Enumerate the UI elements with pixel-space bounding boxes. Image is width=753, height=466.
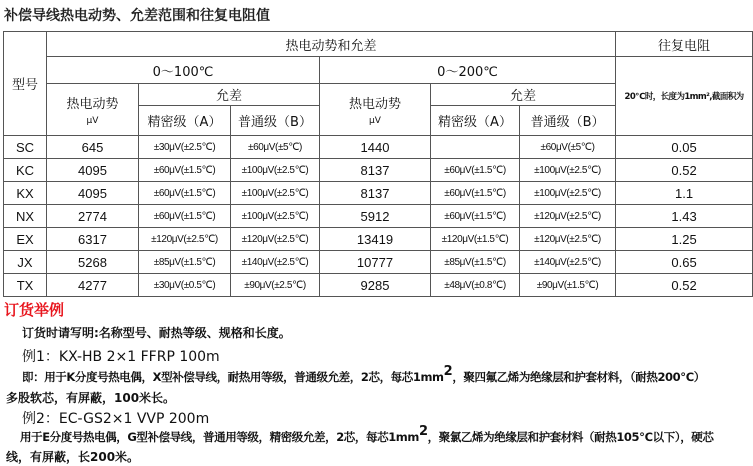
cell-tol-b-100: ±100μV(±2.5℃) (231, 159, 320, 182)
cell-emf-200: 10777 (320, 251, 431, 274)
table-row (4, 205, 753, 228)
class-a-header-100: 精密级（A） (139, 106, 231, 136)
cell-emf-200: 1440 (320, 136, 431, 159)
compensation-wire-table (3, 31, 753, 297)
emf-header-200 (320, 84, 431, 136)
model-header: 型号 (4, 32, 47, 136)
example-1-desc-line2: 多股软芯，有屏蔽，100米长。 (6, 391, 176, 405)
cell-tol-a-100: ±85μV(±1.5℃) (139, 251, 231, 274)
cell-tol-b-200: ±100μV(±2.5℃) (520, 159, 616, 182)
cell-emf-100: 4095 (47, 159, 139, 182)
cell-model: NX (4, 205, 47, 228)
superscript: 2 (443, 364, 453, 379)
cell-emf-100: 2774 (47, 205, 139, 228)
order-example-heading: 订货举例 (4, 301, 65, 319)
cell-tol-b-200: ±120μV(±2.5℃) (520, 228, 616, 251)
cell-tol-a-200: ±60μV(±1.5℃) (431, 159, 520, 182)
cell-tol-a-200: ±60μV(±1.5℃) (431, 205, 520, 228)
cell-resistance: 1.1 (616, 182, 753, 205)
table-row (4, 228, 753, 251)
cell-resistance: 1.43 (616, 205, 753, 228)
cell-tol-b-100: ±90μV(±2.5℃) (231, 274, 320, 297)
cell-tol-a-100: ±60μV(±1.5℃) (139, 159, 231, 182)
cell-model: JX (4, 251, 47, 274)
cell-tol-b-100: ±60μV(±5℃) (231, 136, 320, 159)
tolerance-header-200: 允差 (431, 84, 616, 106)
resistance-header: 往复电阻 (616, 32, 753, 57)
cell-emf-200: 8137 (320, 182, 431, 205)
unit-label: μV (369, 115, 381, 126)
cell-tol-a-100: ±30μV(±0.5℃) (139, 274, 231, 297)
emf-label: 热电动势 (66, 96, 119, 112)
resistance-note: 20℃时，长度为1mm²,截面积为 (616, 57, 753, 136)
text: 用于E分度号热电偶，G型补偿导线，普通用等级，精密级允差，2芯，每芯1mm (20, 430, 419, 444)
cell-tol-a-200: ±60μV(±1.5℃) (431, 182, 520, 205)
cell-tol-a-200: ±120μV(±1.5℃) (431, 228, 520, 251)
table-body (4, 136, 753, 297)
cell-tol-b-100: ±100μV(±2.5℃) (231, 182, 320, 205)
class-b-header-100: 普通级（B） (231, 106, 320, 136)
cell-tol-a-200: ±85μV(±1.5℃) (431, 251, 520, 274)
cell-tol-b-100: ±140μV(±2.5℃) (231, 251, 320, 274)
cell-model: EX (4, 228, 47, 251)
cell-emf-200: 8137 (320, 159, 431, 182)
emf-tolerance-header: 热电动势和允差 (47, 32, 616, 57)
cell-tol-a-100: ±60μV(±1.5℃) (139, 182, 231, 205)
cell-emf-100: 6317 (47, 228, 139, 251)
cell-tol-b-200: ±60μV(±5℃) (520, 136, 616, 159)
cell-model: KX (4, 182, 47, 205)
cell-tol-a-100: ±30μV(±2.5℃) (139, 136, 231, 159)
cell-tol-a-100: ±60μV(±1.5℃) (139, 205, 231, 228)
range-100-header: 0～100℃ (47, 57, 320, 84)
cell-emf-100: 5268 (47, 251, 139, 274)
class-b-header-200: 普通级（B） (520, 106, 616, 136)
cell-emf-200: 13419 (320, 228, 431, 251)
cell-tol-b-200: ±120μV(±2.5℃) (520, 205, 616, 228)
example-1-desc-line1 (22, 364, 705, 385)
cell-emf-100: 645 (47, 136, 139, 159)
cell-tol-b-200: ±100μV(±2.5℃) (520, 182, 616, 205)
text: ，聚氯乙烯为绝缘层和护套材料（耐热105℃以下），硬芯 (427, 430, 714, 444)
emf-header-100 (47, 84, 139, 136)
cell-model: SC (4, 136, 47, 159)
cell-tol-a-200 (431, 136, 520, 159)
tolerance-header-100: 允差 (139, 84, 320, 106)
example-2-desc-line2: 线，有屏蔽，长200米。 (6, 450, 140, 464)
cell-tol-b-200: ±90μV(±1.5℃) (520, 274, 616, 297)
unit-label: μV (86, 115, 99, 126)
cell-emf-200: 5912 (320, 205, 431, 228)
cell-resistance: 1.25 (616, 228, 753, 251)
order-instruction: 订货时请写明:名称型号、耐热等级、规格和长度。 (22, 326, 291, 340)
table-row (4, 159, 753, 182)
text: 即：用于K分度号热电偶，X型补偿导线，耐热用等级，普通级允差，2芯，每芯1mm (22, 370, 444, 384)
emf-label: 热电动势 (348, 96, 401, 112)
cell-tol-a-100: ±120μV(±2.5℃) (139, 228, 231, 251)
example-2-desc-line1 (20, 424, 714, 445)
table-row (4, 274, 753, 297)
cell-tol-b-100: ±100μV(±2.5℃) (231, 205, 320, 228)
cell-tol-b-200: ±140μV(±2.5℃) (520, 251, 616, 274)
table-row (4, 136, 753, 159)
range-200-header: 0～200℃ (320, 57, 616, 84)
cell-tol-a-200: ±48μV(±0.8℃) (431, 274, 520, 297)
cell-resistance: 0.05 (616, 136, 753, 159)
table-row (4, 182, 753, 205)
cell-resistance: 0.52 (616, 159, 753, 182)
cell-model: TX (4, 274, 47, 297)
cell-resistance: 0.65 (616, 251, 753, 274)
superscript: 2 (418, 424, 428, 439)
class-a-header-200: 精密级（A） (431, 106, 520, 136)
cell-emf-100: 4095 (47, 182, 139, 205)
example-1-code: 例1：KX-HB 2×1 FFRP 100m (22, 349, 220, 365)
cell-tol-b-100: ±120μV(±2.5℃) (231, 228, 320, 251)
page-title: 补偿导线热电动势、允差范围和往复电阻值 (4, 8, 270, 24)
text: ，聚四氟乙烯为绝缘层和护套材料，（耐热200℃） (452, 370, 705, 384)
example-2-code: 例2：EC-GS2×1 VVP 200m (22, 411, 210, 427)
cell-emf-100: 4277 (47, 274, 139, 297)
cell-resistance: 0.52 (616, 274, 753, 297)
cell-emf-200: 9285 (320, 274, 431, 297)
cell-model: KC (4, 159, 47, 182)
table-row (4, 251, 753, 274)
